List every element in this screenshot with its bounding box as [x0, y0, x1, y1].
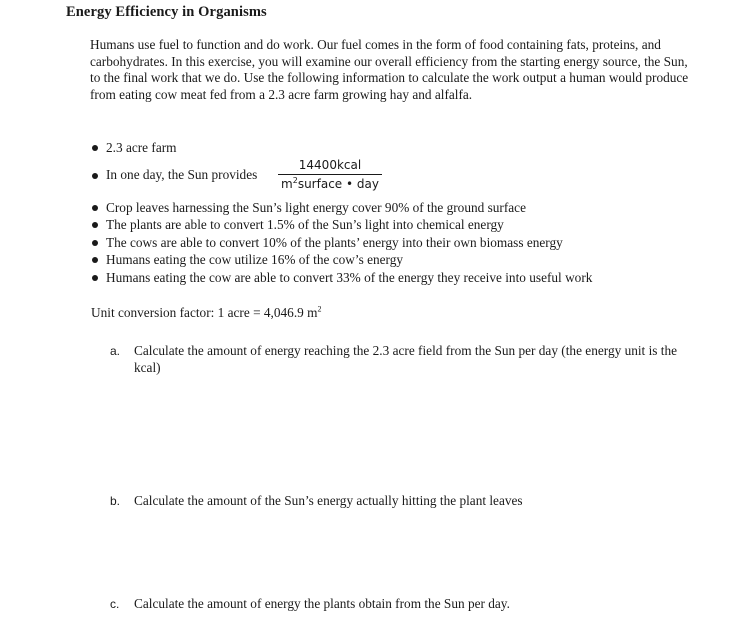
denominator-exponent: 2 — [292, 175, 298, 185]
bullet-text: Humans eating the cow utilize 16% of the cow’s energy — [106, 252, 404, 267]
question-letter: c. — [110, 597, 120, 611]
conversion-exponent: 2 — [317, 304, 322, 314]
bullet-text: 2.3 acre farm — [106, 140, 177, 155]
bullet-leaf-coverage — [92, 199, 592, 217]
question-letter: a. — [110, 344, 121, 358]
bullet-text: The plants are able to convert 1.5% of the Sun’s light into chemical energy — [106, 217, 504, 232]
question-letter: b. — [110, 494, 121, 508]
unit-conversion-factor — [91, 305, 321, 321]
intro-paragraph: Humans use fuel to function and do work. Our fuel comes in the form of food containing fats, proteins, and carbohydrates. In this exercise, you will examine our overall efficiency from the starting energy source, the Sun, to the final work that we do. Use the following information to calculate the work output a human would produce from eating cow meat fed from a 2.3 acre farm growing hay and alfalfa. — [90, 37, 689, 102]
question-text: Calculate the amount of energy the plants obtain from the Sun per day. — [134, 596, 510, 611]
bullet-text: In one day, the Sun provides — [106, 166, 258, 182]
denominator-rest: surface • day — [297, 176, 379, 191]
bullet-text: Humans eating the cow are able to convert 33% of the energy they receive into useful work — [106, 269, 593, 285]
sun-energy-fraction — [278, 157, 382, 193]
bullet-human-utilization — [92, 251, 592, 269]
bullet-plant-conversion — [92, 216, 592, 234]
given-information-list — [92, 139, 592, 286]
conversion-text: Unit conversion factor: 1 acre = 4,046.9 m — [91, 305, 318, 320]
bullet-text: Crop leaves harnessing the Sun’s light energy cover 90% of the ground surface — [106, 199, 526, 215]
fraction-numerator: 14400kcal — [278, 157, 382, 175]
bullet-text: The cows are able to convert 10% of the plants’ energy into their own biomass energy — [106, 234, 563, 250]
denominator-unit: m — [281, 176, 293, 191]
question-text: Calculate the amount of energy reaching the 2.3 acre field from the Sun per day (the energy unit is the kcal) — [134, 343, 678, 375]
fraction-denominator — [278, 175, 382, 193]
bullet-cow-conversion — [92, 234, 592, 252]
document-title: Energy Efficiency in Organisms — [66, 4, 267, 20]
bullet-farm-size — [92, 139, 592, 157]
bullet-sun-energy — [92, 157, 592, 199]
bullet-human-work-conversion — [92, 269, 592, 287]
question-text: Calculate the amount of the Sun’s energy actually hitting the plant leaves — [134, 493, 523, 508]
